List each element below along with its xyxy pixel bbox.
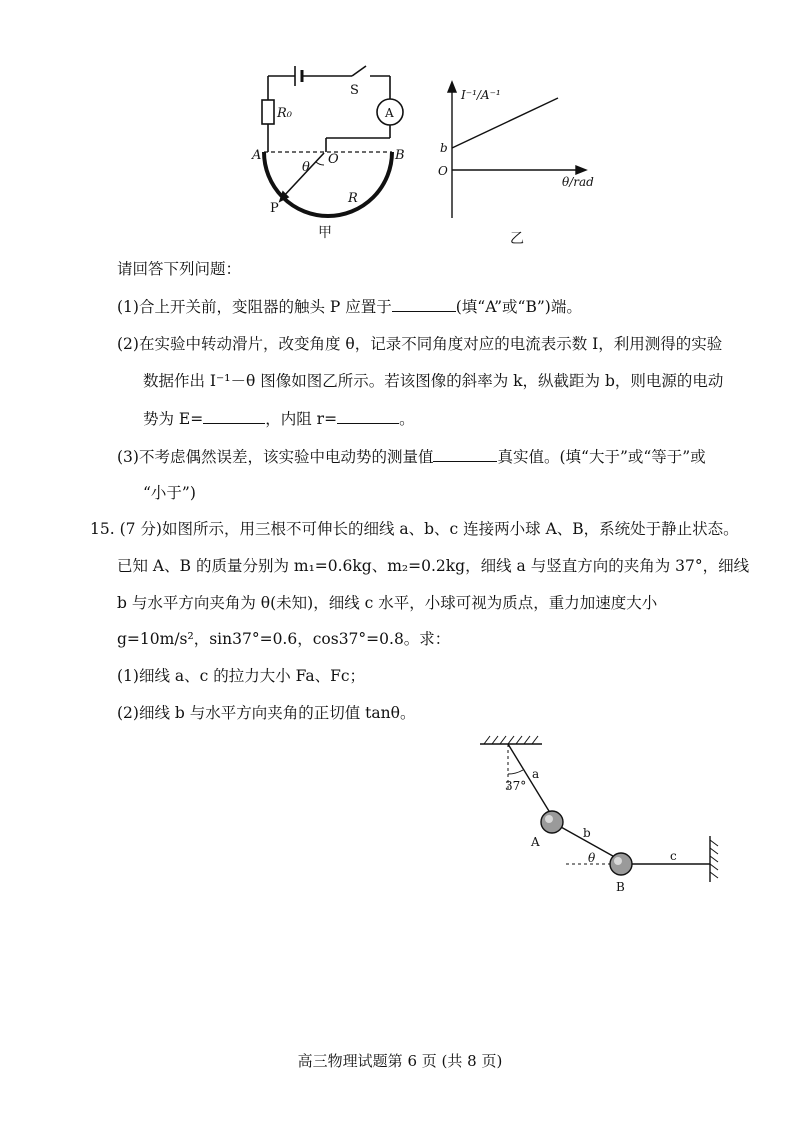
circuit-figure-jia (240, 60, 420, 240)
point-b-label: B (395, 148, 405, 163)
q15-line4: g=10m/s²，sin37°=0.6，cos37°=0.8。求： (117, 630, 451, 648)
ball-b (610, 853, 632, 875)
ball-a (541, 811, 563, 833)
origin-label: O (438, 164, 448, 178)
ball-b-label: B (616, 880, 625, 894)
graph-figure-yi (430, 78, 610, 228)
theta-label: θ (302, 160, 310, 175)
point-o-label: O (328, 152, 339, 167)
figure-yi-caption: 乙 (510, 231, 524, 247)
q14-intro: 请回答下列问题： (117, 260, 242, 278)
q15-part2: (2)细线 b 与水平方向夹角的正切值 tanθ。 (117, 704, 416, 722)
string-c-label: c (670, 849, 677, 863)
resistance-label: ，内阻 r= (265, 410, 338, 428)
q14-part3-text: (3)不考虑偶然误差，该实验中电动势的测量值 (117, 448, 434, 466)
ammeter-label: A (385, 106, 394, 120)
angle-37-label: 37° (505, 779, 527, 793)
intercept-label: b (440, 141, 448, 155)
ball-a-label: A (531, 835, 540, 849)
page-footer: 高三物理试题第 6 页 (共 8 页) (297, 1052, 503, 1070)
slider-p-label: P (270, 201, 279, 216)
switch-label: S (350, 83, 359, 98)
q14-part2-end: 。 (399, 410, 415, 428)
q15-line3: b 与水平方向夹角为 θ(未知)，细线 c 水平，小球可视为质点，重力加速度大小 (117, 594, 658, 612)
q14-part3 (117, 445, 706, 468)
q15-part1: (1)细线 a、c 的拉力大小 Fa、Fc； (117, 667, 366, 685)
q15-balls-figure (470, 730, 730, 900)
q14-part1-text: (1)合上开关前，变阻器的触头 P 应置于 (117, 298, 392, 316)
q14-part1 (117, 295, 582, 318)
emf-label: 势为 E= (143, 410, 204, 428)
answer-blank-emf[interactable] (203, 407, 265, 424)
figure-jia-caption: 甲 (318, 225, 332, 241)
x-axis-label: θ/rad (562, 175, 594, 189)
string-b-label: b (583, 826, 591, 840)
q14-part3-tail: 真实值。(填“大于”或“等于”或 (497, 448, 706, 466)
answer-blank-3[interactable] (433, 445, 497, 462)
theta-angle-label: θ (588, 851, 596, 865)
answer-blank-1[interactable] (392, 295, 456, 312)
q15-line1: 15. (7 分)如图所示，用三根不可伸长的细线 a、b、c 连接两小球 A、B，系统处于静止状态。 (90, 520, 739, 538)
q14-part1-tail: (填“A”或“B”)端。 (455, 298, 582, 316)
answer-blank-r[interactable] (337, 407, 399, 424)
q14-part2-line1: (2)在实验中转动滑片，改变角度 θ，记录不同角度对应的电流表示数 I，利用测得的实验 (117, 335, 723, 353)
q15-line2: 已知 A、B 的质量分别为 m₁=0.6kg、m₂=0.2kg，细线 a 与竖直方向的夹角为 37°，细线 (117, 557, 750, 575)
string-a-label: a (532, 767, 540, 781)
q14-part2-line3 (143, 407, 415, 430)
q14-part3-line2: “小于”) (143, 484, 196, 502)
q14-part2-line2: 数据作出 I⁻¹－θ 图像如图乙所示。若该图像的斜率为 k，纵截距为 b，则电源的电动 (143, 372, 724, 390)
point-a-label: A (252, 148, 262, 163)
r0-label: R₀ (277, 106, 292, 121)
y-axis-label: I⁻¹/A⁻¹ (461, 88, 501, 102)
resistor-r-label: R (348, 191, 358, 206)
